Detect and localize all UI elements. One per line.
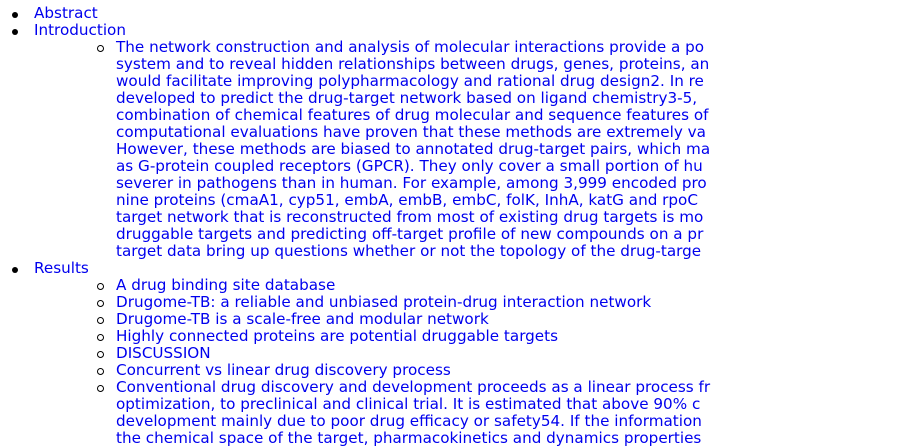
toc-item-introduction[interactable] [0, 22, 900, 260]
paragraph-line: as G-protein coupled receptors (GPCR). They only cover a small portion of hu [116, 157, 703, 175]
toc-item-abstract[interactable] [0, 5, 900, 22]
toc-item-druggable-targets[interactable] [34, 328, 900, 345]
toc-link-druggable-targets[interactable]: Highly connected proteins are potential druggable targets [116, 327, 559, 345]
bullet-circle-icon [97, 283, 104, 290]
bullet-circle-icon [97, 300, 104, 307]
bullet-disc-icon [12, 12, 18, 18]
table-of-contents [0, 5, 900, 447]
results-subitems [34, 277, 900, 447]
toc-link-drug-binding-site-database[interactable]: A drug binding site database [116, 276, 336, 294]
toc-link-concurrent-vs-linear[interactable]: Concurrent vs linear drug discovery process [116, 361, 451, 379]
paragraph-line: would facilitate improving polypharmacology and rational drug design2. In re [116, 72, 704, 90]
toc-link-abstract[interactable]: Abstract [34, 4, 98, 22]
bullet-disc-icon [12, 29, 18, 35]
paragraph-line: the chemical space of the target, pharmacokinetics and dynamics properties [116, 429, 702, 447]
paragraph-line: development mainly due to poor drug efficacy or safety54. If the information [116, 412, 702, 430]
paragraph-line: combination of chemical features of drug molecular and sequence features of [116, 106, 709, 124]
toc-link-introduction[interactable]: Introduction [34, 21, 126, 39]
bullet-circle-icon [97, 385, 104, 392]
bullet-circle-icon [97, 45, 104, 52]
toc-item-conventional-drug-discovery[interactable] [34, 379, 900, 447]
bullet-circle-icon [97, 351, 104, 358]
paragraph-line: nine proteins (cmaA1, cyp51, embA, embB, embC, folK, InhA, katG and rpoC [116, 191, 698, 209]
toc-link-drugome-tb-network[interactable]: Drugome-TB: a reliable and unbiased protein-drug interaction network [116, 293, 652, 311]
paragraph-line: target data bring up questions whether or not the topology of the drug-targe [116, 242, 702, 260]
bullet-disc-icon [12, 267, 18, 273]
paragraph-line: computational evaluations have proven that these methods are extremely va [116, 123, 706, 141]
conventional-paragraph-link[interactable] [116, 379, 900, 447]
paragraph-line: system and to reveal hidden relationships between drugs, genes, proteins, an [116, 55, 710, 73]
paragraph-line: developed to predict the drug-target network based on ligand chemistry3-5, [116, 89, 698, 107]
bullet-circle-icon [97, 368, 104, 375]
introduction-subitems [34, 39, 900, 260]
paragraph-line: Conventional drug discovery and development proceeds as a linear process fr [116, 378, 711, 396]
bullet-circle-icon [97, 317, 104, 324]
toc-item-drug-binding-site-database[interactable] [34, 277, 900, 294]
toc-item-results[interactable] [0, 260, 900, 447]
paragraph-line: druggable targets and predicting off-target profile of new compounds on a pr [116, 225, 704, 243]
paragraph-line: target network that is reconstructed from most of existing drug targets is mo [116, 208, 704, 226]
toc-item-discussion[interactable] [34, 345, 900, 362]
toc-item-drugome-tb-network[interactable] [34, 294, 900, 311]
bullet-circle-icon [97, 334, 104, 341]
paragraph-line: The network construction and analysis of molecular interactions provide a po [116, 38, 705, 56]
toc-link-discussion[interactable]: DISCUSSION [116, 344, 211, 362]
paragraph-line: severer in pathogens than in human. For example, among 3,999 encoded pro [116, 174, 707, 192]
toc-link-scale-free-network[interactable]: Drugome-TB is a scale-free and modular network [116, 310, 489, 328]
toc-item-concurrent-vs-linear[interactable] [34, 362, 900, 379]
toc-item-intro-paragraph[interactable] [34, 39, 900, 260]
paragraph-line: However, these methods are biased to annotated drug-target pairs, which ma [116, 140, 711, 158]
toc-link-results[interactable]: Results [34, 259, 89, 277]
intro-paragraph-link[interactable] [116, 39, 900, 260]
toc-item-scale-free-network[interactable] [34, 311, 900, 328]
paragraph-line: optimization, to preclinical and clinical trial. It is estimated that above 90% c [116, 395, 701, 413]
